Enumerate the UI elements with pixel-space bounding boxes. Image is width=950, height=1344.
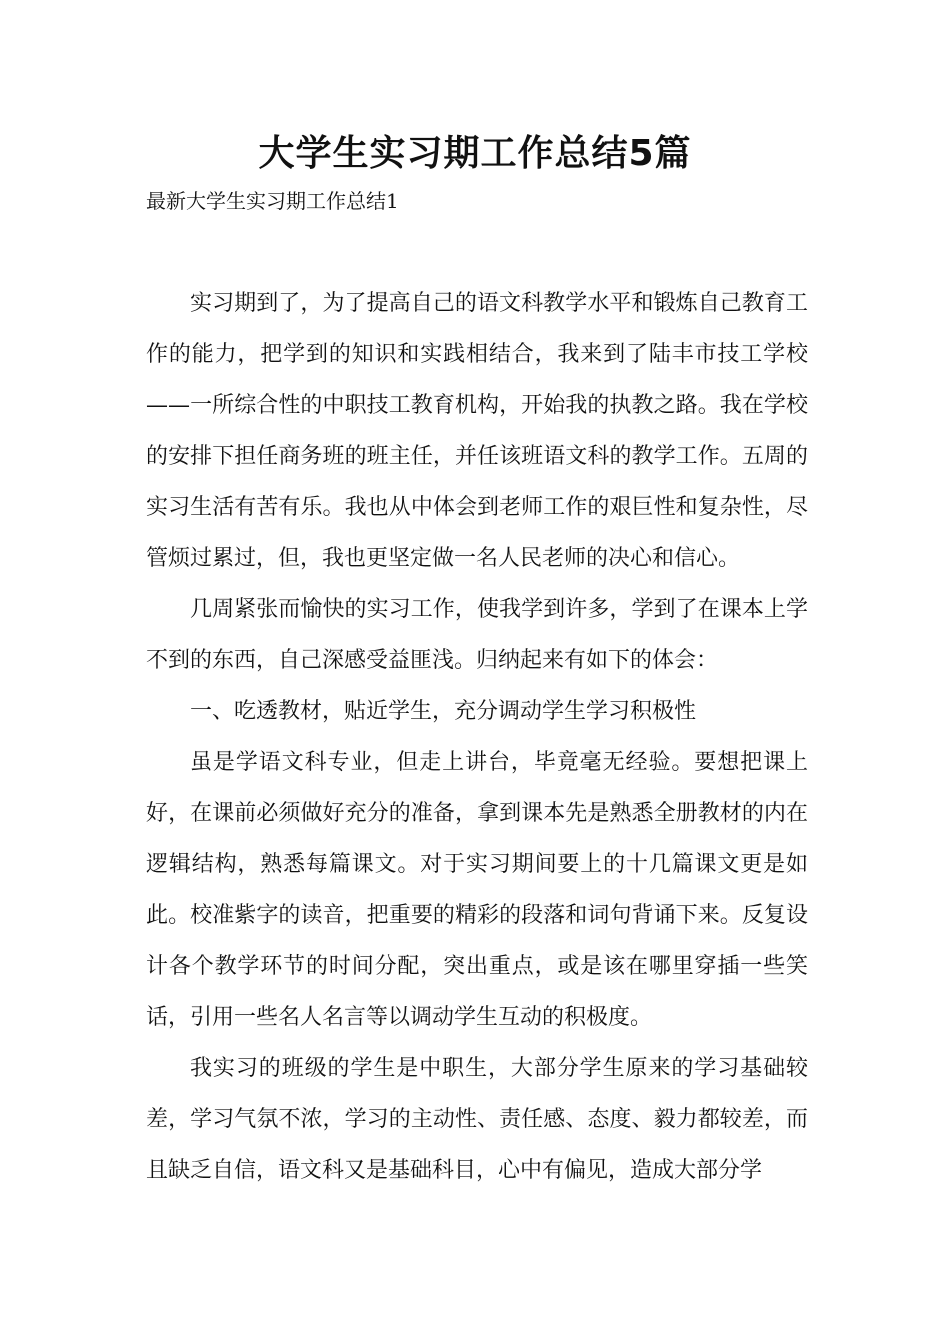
document-subtitle: 最新大学生实习期工作总结1 [146,189,399,213]
document-title: 大学生实习期工作总结5篇 [258,133,692,174]
section-heading-1: 一、吃透教材，贴近学生，充分调动学生学习积极性 [190,699,697,724]
paragraph-4: 我实习的班级的学生是中职生，大部分学生原来的学习基础较差，学习气氛不浓，学习的主动性、责任感、态度、毅力都较差，而且缺乏自信，语文科又是基础科目，心中有偏见，造成大部分学 [146,1056,808,1183]
paragraph-3: 虽是学语文科专业，但走上讲台，毕竟毫无经验。要想把课上好，在课前必须做好充分的准备，拿到课本先是熟悉全册教材的内在逻辑结构，熟悉每篇课文。对于实习期间要上的十几篇课文更是如此。校准紫字的读音，把重要的精彩的段落和词句背诵下来。反复设计各个教学环节的时间分配，突出重点，或是该在哪里穿插一些笑话，引用一些名人名言等以调动学生互动的积极度。 [146,750,808,1030]
paragraph-1: 实习期到了，为了提高自己的语文科教学水平和锻炼自己教育工作的能力，把学到的知识和实践相结合，我来到了陆丰市技工学校——一所综合性的中职技工教育机构，开始我的执教之路。我在学校的安排下担任商务班的班主任，并任该班语文科的教学工作。五周的实习生活有苦有乐。我也从中体会到老师工作的艰巨性和复杂性，尽管烦过累过，但，我也更坚定做一名人民老师的决心和信心。 [146,291,808,571]
paragraph-2: 几周紧张而愉快的实习工作，使我学到许多，学到了在课本上学不到的东西，自己深感受益匪浅。归纳起来有如下的体会： [146,597,808,673]
document-body [146,278,808,1196]
